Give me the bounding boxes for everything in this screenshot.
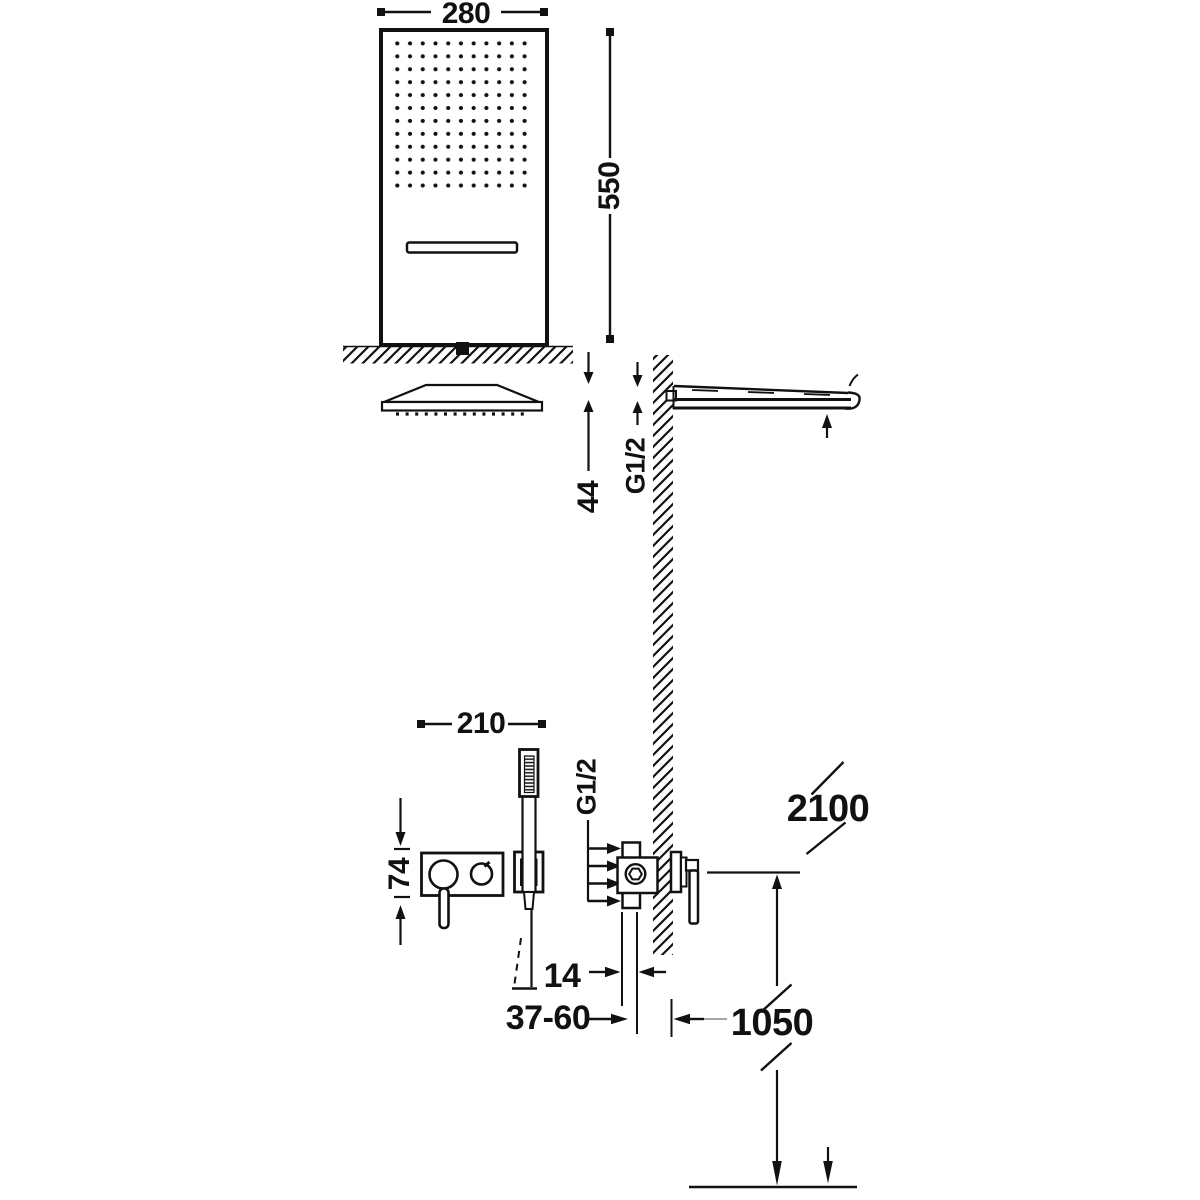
panel-mount-stub: [456, 342, 469, 355]
mixer-lever-rosette: [430, 861, 458, 889]
diverter-knob: [471, 864, 492, 885]
shower-panel-front-view: [381, 30, 547, 345]
label-panel-width: 280: [441, 0, 491, 30]
dim-44-clearance: [584, 352, 594, 471]
waterfall-slot: [407, 243, 517, 253]
dim-14-trim-depth: [589, 967, 666, 977]
valve-lever-side: [690, 871, 699, 924]
label-panel-height: 550: [593, 161, 626, 211]
dim-g12-bottom-connection: [588, 820, 621, 907]
label-recess-depth-range: 37-60: [505, 999, 591, 1037]
dim-g12-top-connection: [633, 362, 643, 425]
showerhead-profile-view: [382, 385, 542, 414]
showerhead-side-view: [667, 375, 860, 410]
label-mixer-width: 210: [456, 707, 506, 740]
valve-flange: [671, 852, 681, 892]
label-bottom-supply-thread: G1/2: [571, 758, 602, 816]
mixer-lever: [440, 889, 449, 929]
mixer-front-view: [422, 853, 504, 928]
label-mixer-plate-height: 74: [383, 857, 416, 891]
hose-dashed: [515, 938, 522, 984]
label-showerhead-height: 2100: [786, 788, 870, 830]
label-head-clearance: 44: [572, 480, 605, 514]
label-top-supply-thread: G1/2: [620, 437, 651, 495]
dim-37-60-recess-depth: [589, 1014, 727, 1024]
hand-shower: [512, 750, 543, 989]
dim-2100-top-arrow: [822, 414, 832, 438]
label-trim-depth: 14: [543, 957, 581, 995]
spray-nozzle-grid: [391, 37, 532, 193]
hand-shower-body: [523, 796, 536, 892]
label-mixer-height: 1050: [730, 1002, 814, 1044]
